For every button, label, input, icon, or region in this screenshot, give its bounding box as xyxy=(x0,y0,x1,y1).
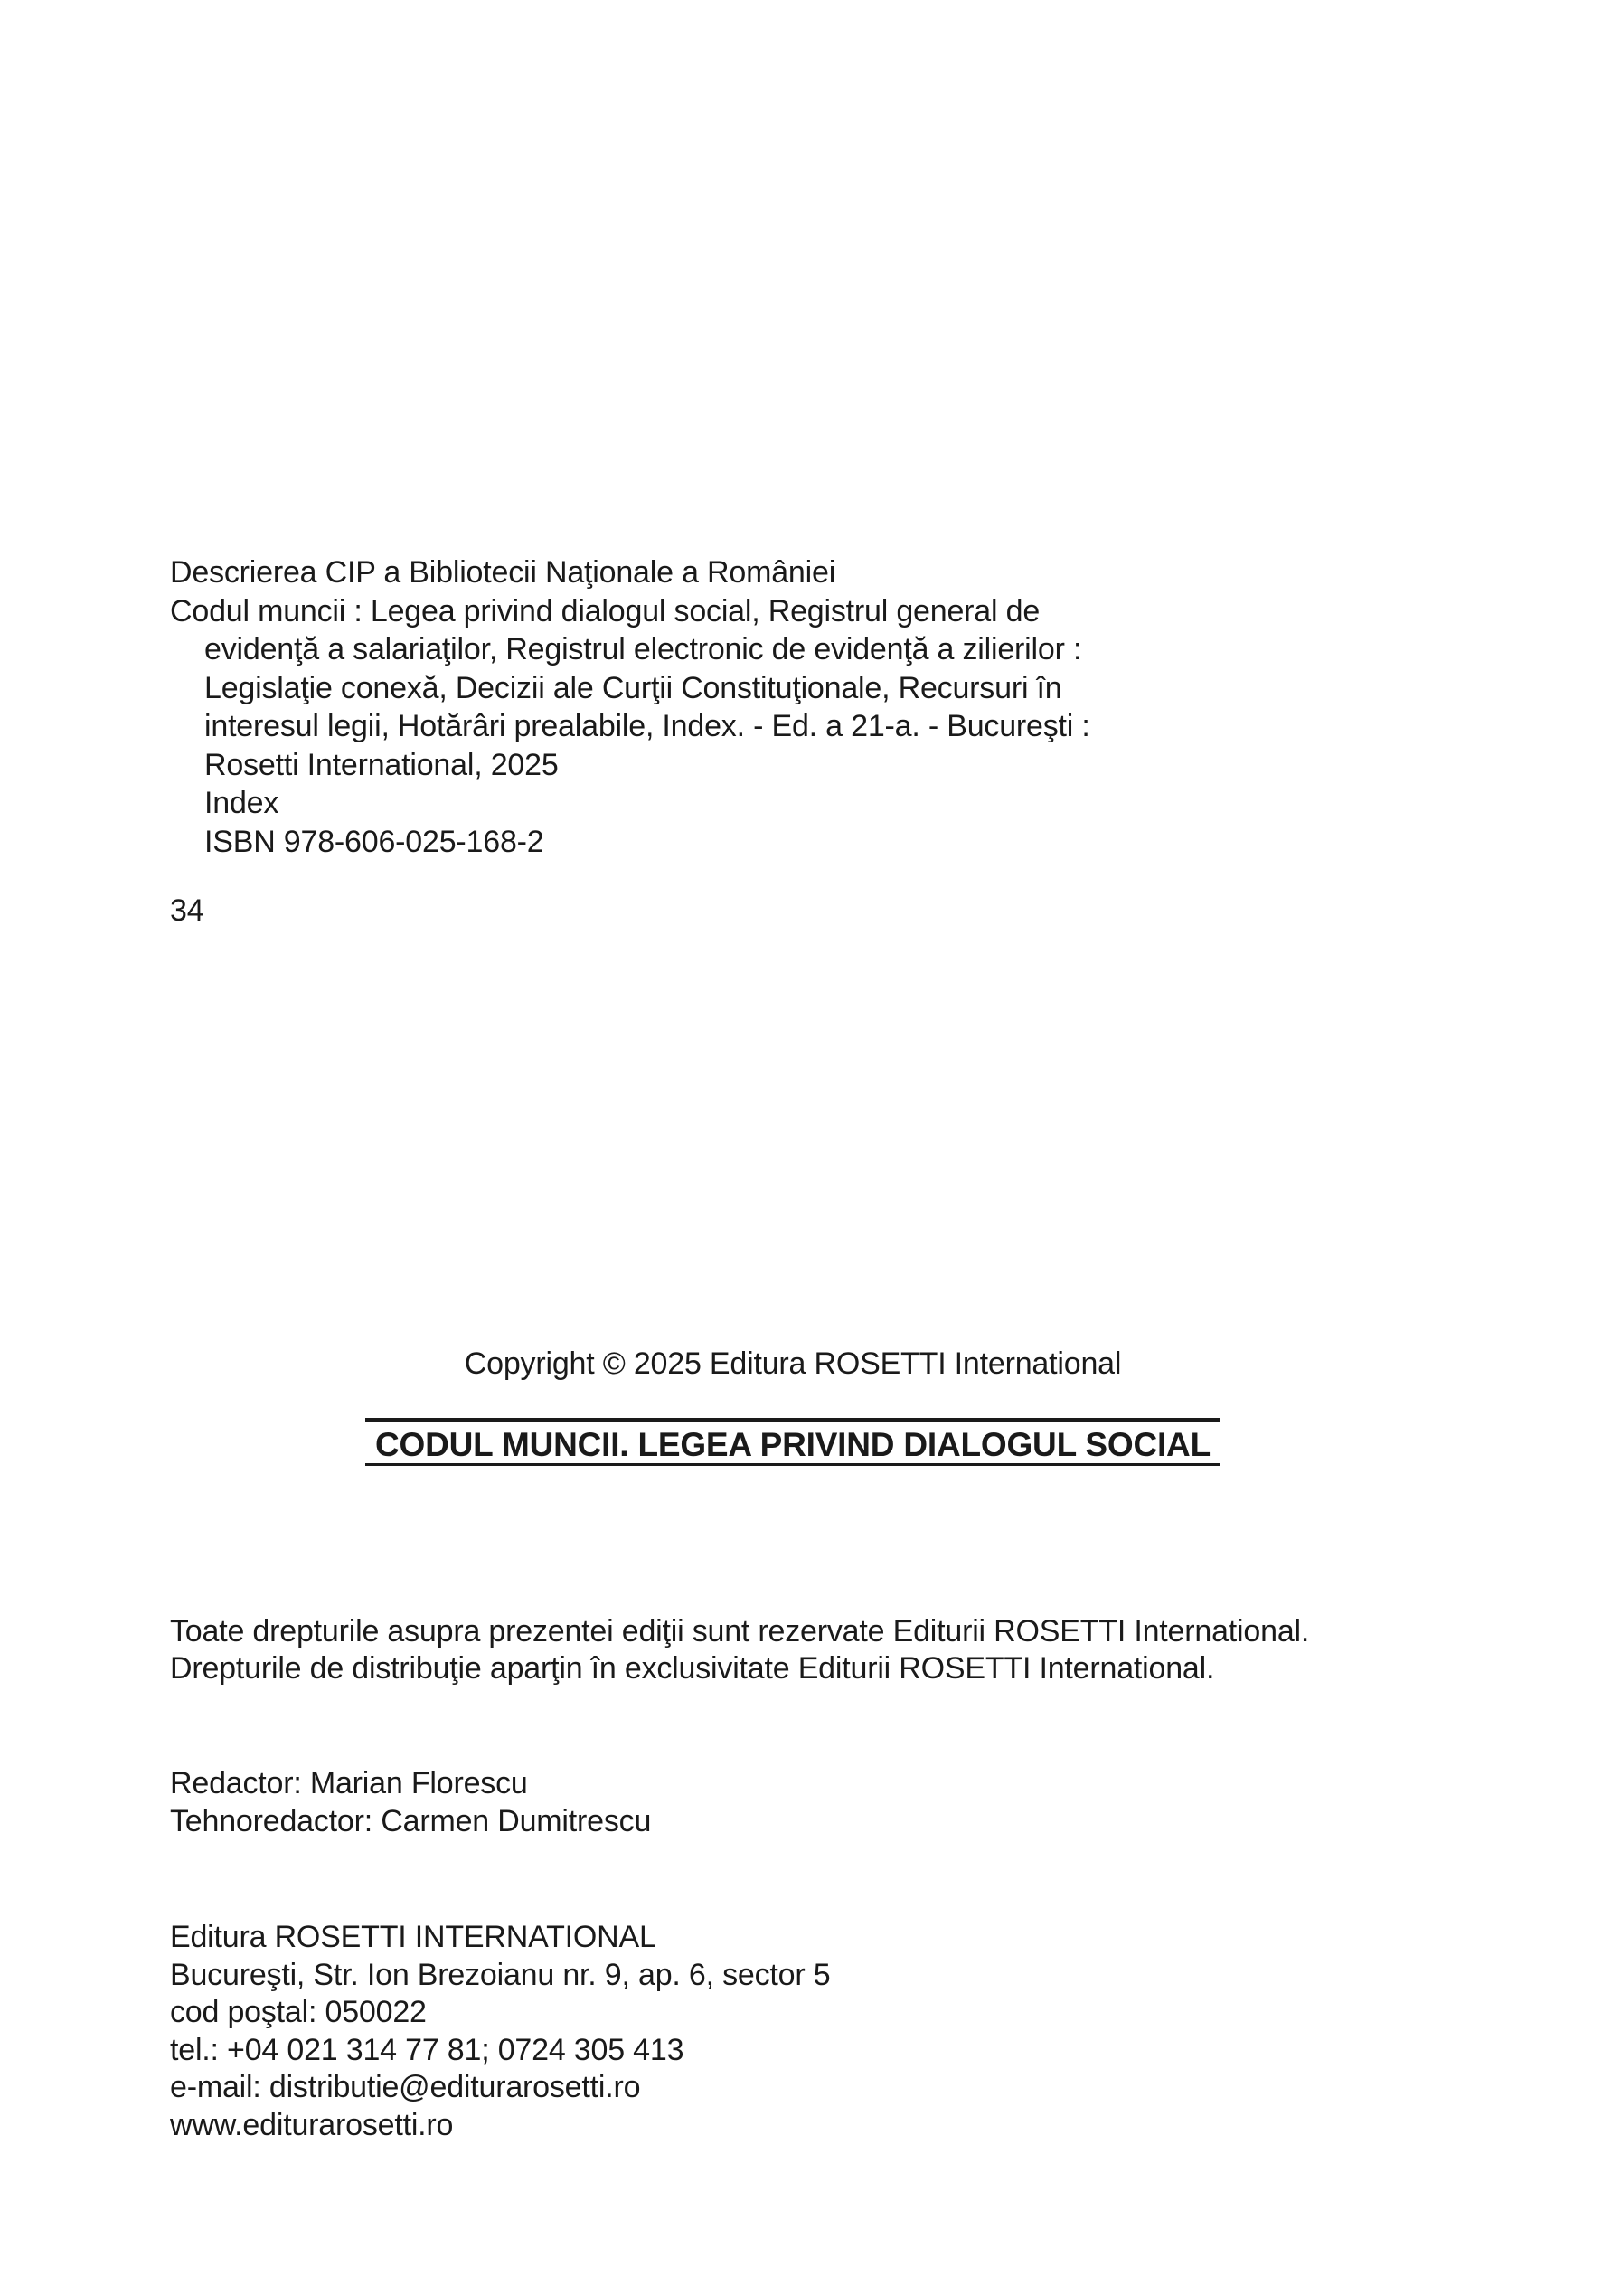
cip-line: evidenţă a salariaţilor, Registrul electronic de evidenţă a zilierilor : xyxy=(204,632,1082,666)
cip-line: Codul muncii : Legea privind dialogul social, Registrul general de xyxy=(170,593,1041,628)
rights-reserved-line: Toate drepturile asupra prezentei ediţii sunt rezervate Editurii ROSETTI International. xyxy=(170,1614,1310,1649)
staff-credits-block xyxy=(170,1764,651,1840)
editor-credit: Redactor: Marian Florescu xyxy=(170,1766,528,1800)
cip-line: Legislaţie conexă, Decizii ale Curţii Constituţionale, Recursuri în xyxy=(204,670,1062,705)
cip-isbn-line: ISBN 978-606-025-168-2 xyxy=(204,824,544,859)
cip-line: interesul legii, Hotărâri prealabile, Index. - Ed. a 21-a. - Bucureşti : xyxy=(204,709,1090,743)
technical-editor-credit: Tehnoredactor: Carmen Dumitrescu xyxy=(170,1804,652,1838)
publisher-website: www.editurarosetti.ro xyxy=(170,2107,454,2142)
cip-line: Rosetti International, 2025 xyxy=(204,747,559,782)
cip-description-block xyxy=(170,553,1090,861)
publisher-name: Editura ROSETTI INTERNATIONAL xyxy=(170,1920,656,1954)
rights-notice-block xyxy=(170,1613,1309,1687)
publisher-phone: tel.: +04 021 314 77 81; 0724 305 413 xyxy=(170,2032,684,2067)
distribution-rights-line: Drepturile de distribuţie aparţin în exclusivitate Editurii ROSETTI International. xyxy=(170,1650,1215,1686)
publisher-postal-code: cod poştal: 050022 xyxy=(170,1995,427,2029)
publisher-email: e-mail: distributie@editurarosetti.ro xyxy=(170,2070,641,2104)
copyright-notice: Copyright © 2025 Editura ROSETTI International xyxy=(464,1346,1122,1381)
book-title: CODUL MUNCII. LEGEA PRIVIND DIALOGUL SOCIAL xyxy=(365,1429,1220,1466)
udc-classification-number: 34 xyxy=(170,893,204,928)
title-banner-block xyxy=(365,1418,1220,1466)
publisher-address: Bucureşti, Str. Ion Brezoianu nr. 9, ap. 6, sector 5 xyxy=(170,1957,831,1992)
publisher-contact-block xyxy=(170,1919,830,2144)
cip-header-line: Descrierea CIP a Bibliotecii Naţionale a României xyxy=(170,555,836,590)
cip-index-line: Index xyxy=(204,786,279,820)
